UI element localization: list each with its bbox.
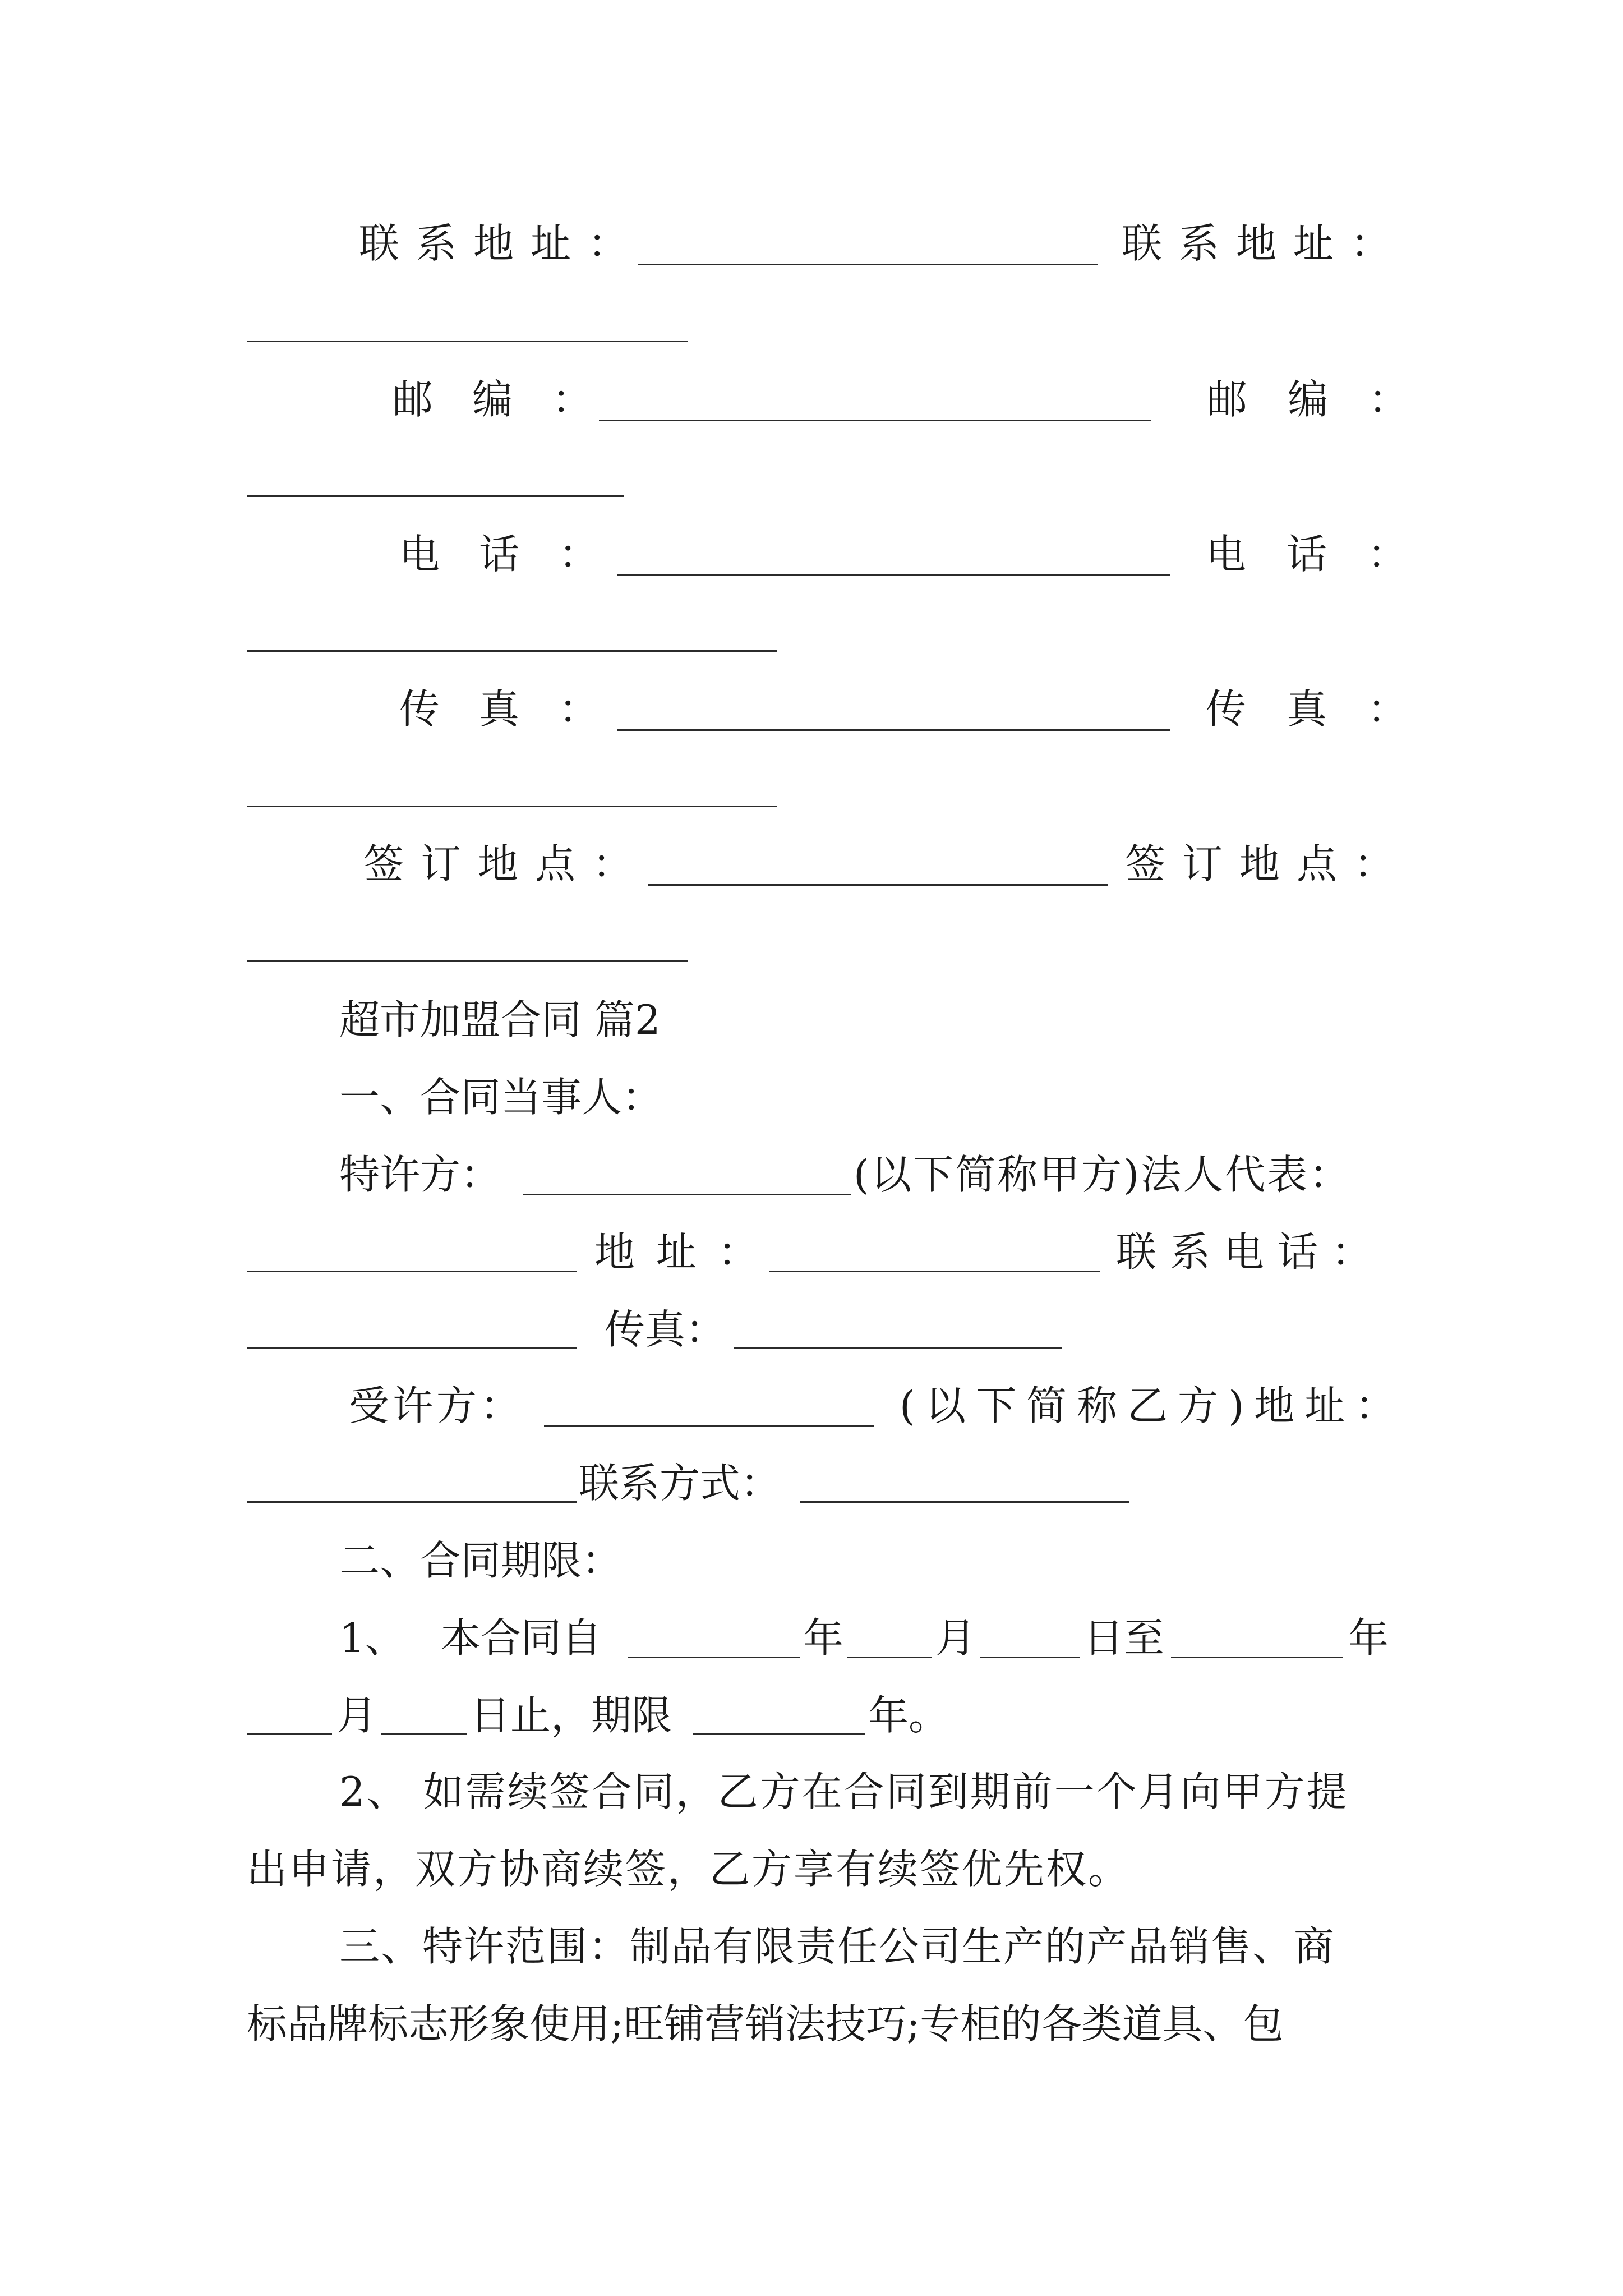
sign-place-label-a: 签订地点： bbox=[363, 840, 650, 887]
day-end-label: 日止，期限 bbox=[470, 1692, 672, 1739]
franchisee-note: (以下简称乙方)地址： bbox=[900, 1382, 1406, 1429]
contact-address-label-a: 联系地址： bbox=[359, 220, 645, 267]
phone-label-b: 电话： bbox=[1206, 531, 1449, 578]
fax-blank-b bbox=[247, 806, 777, 807]
address-label: 地址： bbox=[594, 1228, 780, 1276]
end-month-label: 月 bbox=[336, 1692, 377, 1739]
contact-address-blank-b bbox=[247, 341, 688, 342]
contact-address-label-b: 联系地址： bbox=[1122, 220, 1408, 267]
sign-place-label-b: 签订地点： bbox=[1125, 840, 1412, 887]
fax-label-a: 传真： bbox=[399, 685, 639, 733]
start-year-label: 年 bbox=[803, 1614, 844, 1662]
franchisee-address-blank bbox=[247, 1501, 577, 1503]
postcode-label-a: 邮编： bbox=[393, 376, 632, 423]
fax-blank-a bbox=[617, 729, 1170, 731]
year-end-label: 年。 bbox=[868, 1692, 949, 1739]
term-years-blank bbox=[693, 1733, 865, 1735]
postcode-label-b: 邮编： bbox=[1207, 376, 1450, 423]
end-month-blank bbox=[247, 1733, 332, 1735]
scope-line1: 三、特许范围：制品有限责任公司生产的产品销售、商 bbox=[339, 1923, 1336, 1970]
postcode-blank-b bbox=[247, 495, 624, 497]
contact-address-blank-a bbox=[638, 264, 1098, 265]
start-month-label: 月 bbox=[935, 1614, 976, 1662]
phone-label-a: 电话： bbox=[399, 531, 639, 578]
fax-label-b: 传真： bbox=[1206, 685, 1449, 733]
franchisor-label: 特许方： bbox=[339, 1151, 501, 1198]
phone-blank-b bbox=[247, 650, 777, 652]
day-to-label: 日至 bbox=[1083, 1614, 1165, 1662]
contact-method-label: 联系方式： bbox=[579, 1460, 781, 1507]
franchisor-note: (以下简称甲方)法人代表： bbox=[854, 1151, 1352, 1198]
postcode-blank-a bbox=[599, 420, 1151, 421]
term-item2-line2: 出申请，双方协商续签，乙方享有续签优先权。 bbox=[247, 1846, 1131, 1893]
contact-phone-label: 联系电话： bbox=[1116, 1228, 1386, 1276]
legal-rep-blank bbox=[247, 1271, 577, 1272]
parties-heading: 一、合同当事人： bbox=[339, 1074, 663, 1121]
franchisee-label: 受许方： bbox=[349, 1382, 524, 1429]
start-day-blank bbox=[980, 1657, 1080, 1658]
franchisor-blank bbox=[523, 1194, 851, 1195]
address-blank bbox=[769, 1271, 1100, 1272]
contact-phone-blank bbox=[247, 1347, 577, 1349]
contact-method-blank bbox=[800, 1501, 1129, 1503]
start-month-blank bbox=[847, 1657, 932, 1658]
sign-place-blank-b bbox=[247, 960, 688, 962]
section-title: 超市加盟合同 篇2 bbox=[339, 996, 661, 1043]
end-day-blank bbox=[381, 1733, 467, 1735]
fax-blank-c bbox=[734, 1347, 1062, 1349]
end-year-label: 年 bbox=[1348, 1614, 1389, 1662]
term-item2-line1: 2、 如需续签合同，乙方在合同到期前一个月向甲方提 bbox=[339, 1768, 1349, 1815]
franchisee-blank bbox=[544, 1425, 874, 1427]
start-year-blank bbox=[628, 1657, 800, 1658]
phone-blank-a bbox=[617, 574, 1170, 576]
term-heading: 二、合同期限： bbox=[339, 1537, 623, 1584]
scope-line2: 标品牌标志形象使用;旺铺营销法技巧;专柜的各类道具、包 bbox=[247, 2000, 1284, 2047]
term-item1-num: 1、 bbox=[339, 1614, 405, 1662]
fax-label-c: 传真： bbox=[605, 1306, 726, 1353]
sign-place-blank-a bbox=[648, 884, 1108, 886]
term-item1-text: 本合同自 bbox=[440, 1614, 602, 1662]
end-year-blank bbox=[1171, 1657, 1343, 1658]
